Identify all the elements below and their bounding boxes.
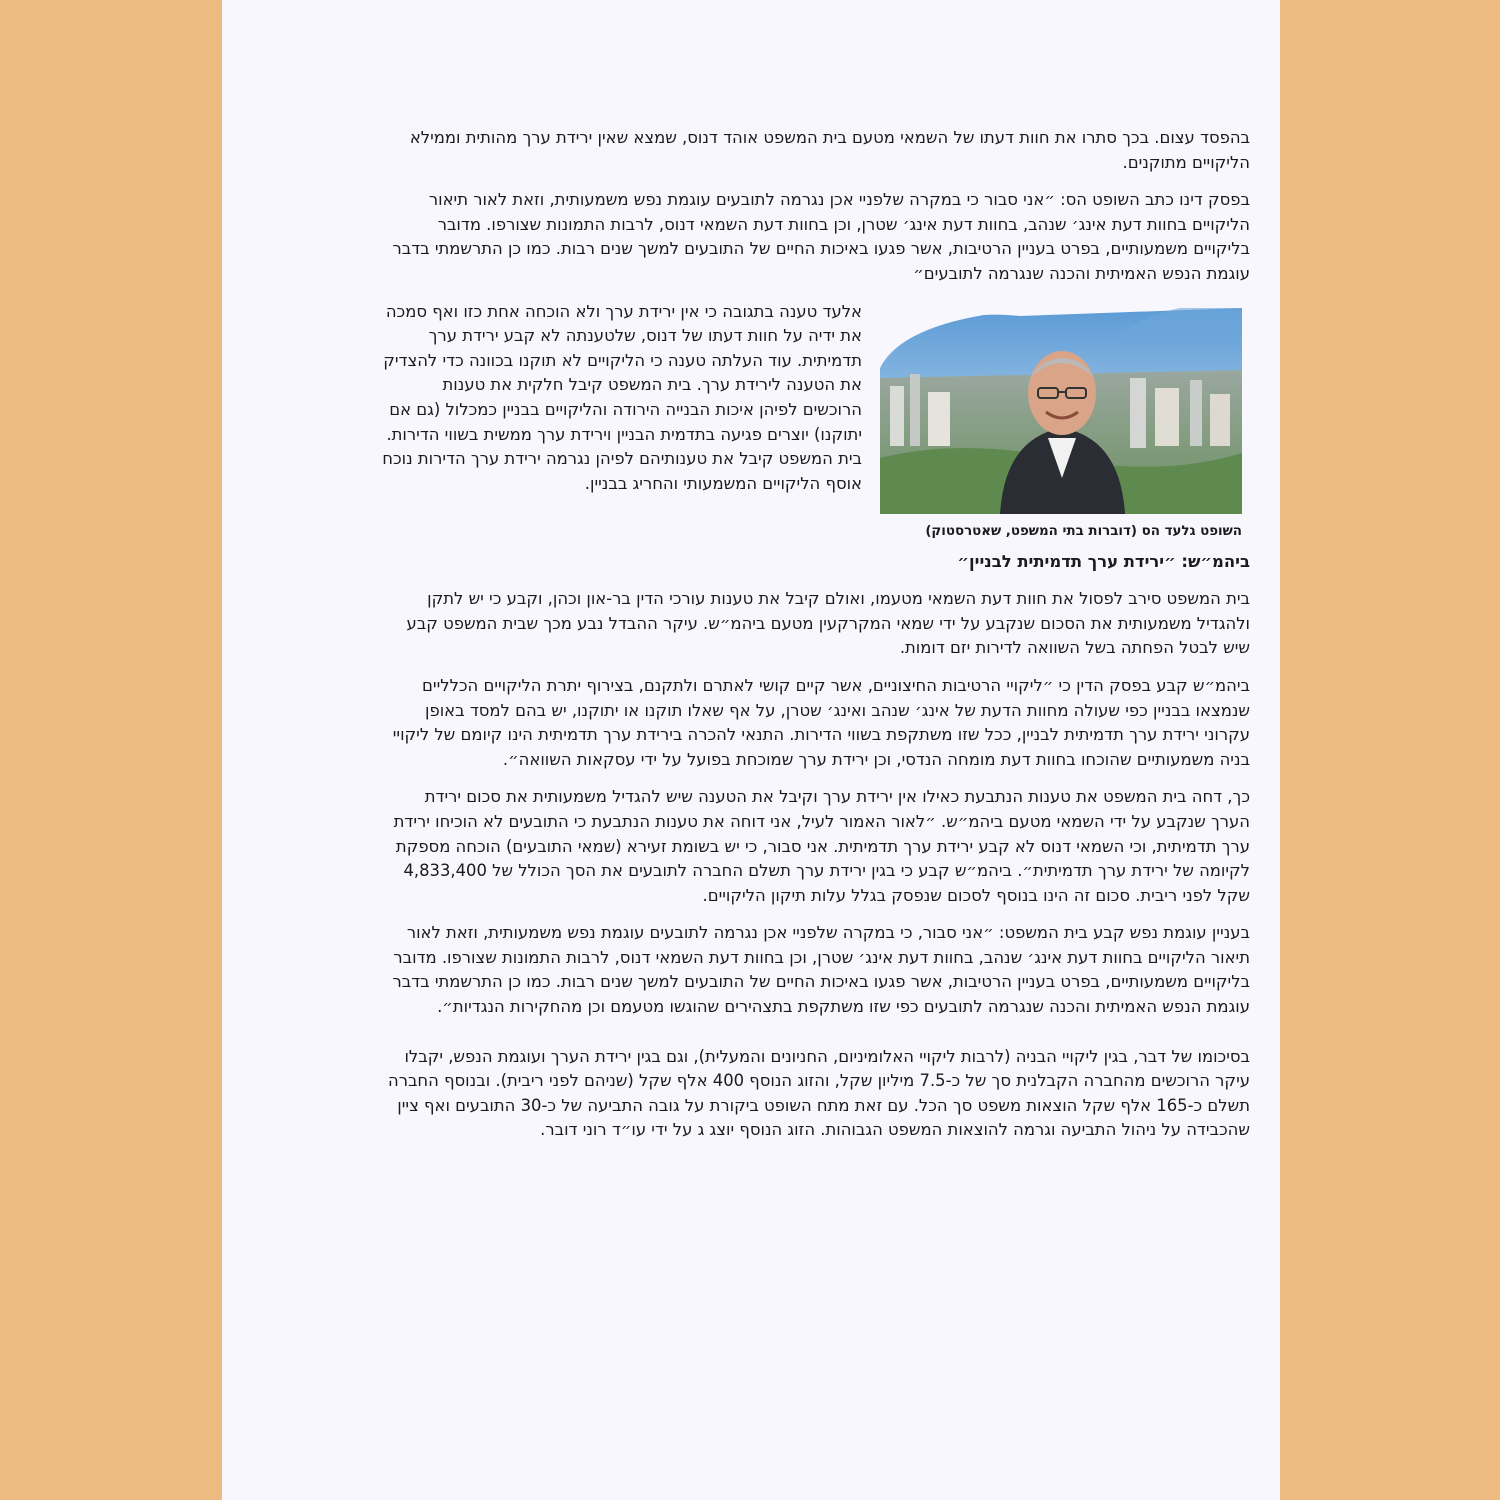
paragraph-rejected-claims: כך, דחה בית המשפט את טענות הנתבעת כאילו אין ירידת ערך וקיבל את הטענה שיש להגדיל משמעותית את סכום ירידת הערך שנקבע על ידי השמאי מטעם ביהמ״ש. ״לאור האמור לעיל, אני דוחה את טענות הנתבעת כי התובעים לא הוכיחו ירידת ערך תדמיתית, וכי השמאי דנוס לא קבע ירידת ערך תדמיתית. אני סבור, כי יש בשומת זעירא (שמאי התובעים) הוכחה מספקת לקיומה של ירידת ערך תדמיתית״. ביהמ״ש קבע כי בגין ירידת ערך תשלם החברה לתובעים את הסך הכולל של 4,833,400 שקל לפני ריבית. סכום זה הינו בנוסף לסכום שנפסק בגלל עלות תיקון הליקויים. — [393, 787, 1250, 905]
section-heading: ביהמ״ש: ״ירידת ערך תדמיתית לבניין״ — [957, 551, 1250, 571]
photo-caption: השופט גלעד הס (דוברות בתי המשפט, שאטרסטוק) — [925, 523, 1242, 539]
paragraph-court-decision: בית המשפט סירב לפסול את חוות דעת השמאי מטעמו, ואולם קיבל את טענות עורכי הדין בר-און וכהן, וקבע כי יש לתקן ולהגדיל משמעותית את הסכום שנקבע על ידי שמאי המקרקעין מטעם ביהמ״ש. עיקר ההבדל נבע מכך שבית המשפט קבע שיש לבטל הפחתה בשל השוואה לדירות יזם דומות. — [406, 589, 1250, 658]
article-body — [382, 126, 1250, 1156]
judge-portrait-photo — [880, 308, 1242, 514]
article-figure — [880, 308, 1242, 542]
paragraph-intro: בהפסד עצום. בכך סתרו את חוות דעתו של השמאי מטעם בית המשפט אוהד דנוס, שמצא שאין ירידת ערך מהותית וממילא הליקויים מתוקנים. — [409, 128, 1250, 172]
document-page — [222, 0, 1280, 1500]
paragraph-ruling-quote: ביהמ״ש קבע בפסק הדין כי ״ליקויי הרטיבות החיצוניים, אשר קיים קושי לאתרם ולתקנם, בצירוף יתרת הליקויים הכלליים שנמצאו בבניין כפי שעולה מחוות הדעת של אינג׳ שנהב ואינג׳ שטרן, על אף שאלו תוקנו או יתוקנו, יש בהם למסד באופן עקרוני ירידת ערך תדמיתית לבניין, ככל שזו משתקפת בשווי הדירות. התנאי להכרה בירידת ערך תדמיתית הינו קיומם של ליקויי בניה משמעותיים שהוכחו בחוות דעת מומחה הנדסי, וכן ירידת ערך שמוכחת בפועל על ידי עסקאות השוואה״. — [392, 675, 1250, 769]
paragraph-mental-distress: בעניין עוגמת נפש קבע בית המשפט: ״אני סבור, כי במקרה שלפניי אכן נגרמה לתובעים עוגמת נפש משמעותית, וזאת לאור תיאור הליקויים בחוות דעת אינג׳ שנהב, בחוות דעת אינג׳ שטרן, וכן בחוות דעת השמאי דנוס, לרבות התמונות שצורפו. מדובר בליקויים משמעותיים, בפרט בעניין הרטיבות, אשר פגעו באיכות החיים של התובעים למשך שנים רבות. כמו כן התרשמתי בדבר עוגמת הנפש האמיתית והכנה שנגרמה לתובעים כפי שזו משתקפת בתצהירים שהוגשו מטעמם וכן מהחקירות הנגדיות״. — [392, 923, 1250, 1017]
paragraph-judge-quote: בפסק דינו כתב השופט הס: ״אני סבור כי במקרה שלפניי אכן נגרמה לתובעים עוגמת נפש משמעותית, וזאת לאור תיאור הליקויים בחוות דעת אינג׳ שנהב, בחוות דעת אינג׳ שטרן, וכן בחוות דעת השמאי דנוס, לרבות התמונות שצורפו. מדובר בליקויים משמעותיים, בפרט בעניין הרטיבות, אשר פגעו באיכות החיים של התובעים למשך שנים רבות. כמו כן התרשמתי בדבר עוגמת הנפש האמיתית והכנה שנגרמה לתובעים״ — [392, 190, 1250, 283]
spacer — [382, 1033, 1250, 1045]
photo-illustration — [880, 308, 1242, 514]
paragraph-defense-response: אלעד טענה בתגובה כי אין ירידת ערך ולא הוכחה אחת כזו ואף סמכה את ידיה על חוות דעתו של דנוס, שלטענתה לא קבע ירידת ערך תדמיתית. עוד העלתה טענה כי הליקויים לא תוקנו בכוונה כדי להצדיק את הטענה לירידת ערך. בית המשפט קיבל חלקית את טענות הרוכשים לפיהן איכות הבנייה הירודה והליקויים בבניין כמכלול (גם אם יתוקנו) יוצרים פגיעה בתדמית הבניין וירידת ערך ממשית בשווי הדירות. בית המשפט קיבל את טענותיהם לפיהן נגרמה ירידת ערך הדירות נוכח אוסף הליקויים המשמעותי והחריג בבניין. — [382, 301, 862, 493]
paragraph-summary: בסיכומו של דבר, בגין ליקויי הבניה (לרבות ליקויי האלומיניום, החניונים והמעלית), וגם בגין ירידת הערך ועוגמת הנפש, יקבלו עיקר הרוכשים מהחברה הקבלנית סך של כ-7.5 מיליון שקל, והזוג הנוסף 400 אלף שקל (שניהם לפני ריבית). ובנוסף החברה תשלם כ-165 אלף שקל הוצאות משפט סך הכל. עם זאת מתח השופט ביקורת על גובה התביעה של כ-30 התובעים ואף ציין שהכבידה על ניהול התביעה וגרמה להוצאות המשפט הגבוהות. הזוג הנוסף יוצג ג על ידי עו״ד רוני דובר. — [388, 1046, 1250, 1140]
